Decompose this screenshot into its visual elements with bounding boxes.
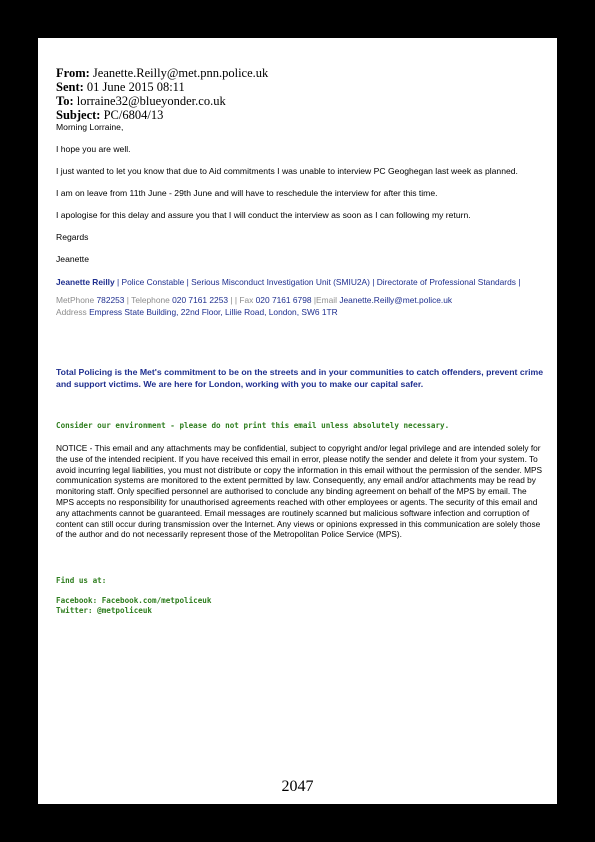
sent-label: Sent:	[56, 80, 84, 94]
fax-value: 020 7161 6798	[255, 295, 312, 305]
facebook-link[interactable]: Facebook: Facebook.com/metpoliceuk	[56, 596, 212, 606]
to-value: lorraine32@blueyonder.co.uk	[76, 94, 226, 108]
legal-notice: NOTICE - This email and any attachments may be confidential, subject to copyright and/or legal privilege and are intended solely for the use of the intended recipient. If you have received this email in error, please notify the sender and delete it from your system. To avoid incurring legal liabilities, you must not distribute or copy the information in this email without the permission of the sender. MPS communication systems are monitored to the extent permitted by law. Consequently, any email and/or attachments may be read by monitoring staff. Only specified personnel are authorised to conclude any binding agreement on behalf of the MPS by email. The MPS accepts no responsibility for unauthorised agreements reached with other employees or agents. The security of this email and any attachments cannot be guaranteed. Email messages are routinely scanned but malicious software infection and corruption of content can still occur during transmission over the Internet. Any views or opinions expressed in this communication are solely those of the author and do not necessarily represent those of the Metropolitan Police Service (MPS).	[56, 443, 543, 540]
subject-line	[56, 108, 546, 122]
address-value: Empress State Building, 22nd Floor, Lillie Road, London, SW6 1TR	[89, 307, 338, 317]
paragraph-2: I just wanted to let you know that due to Aid commitments I was unable to interview PC Geoghegan last week as planned.	[56, 166, 518, 176]
email-signature	[56, 276, 546, 318]
subject-label: Subject:	[56, 108, 101, 122]
metphone-value: 782253	[94, 295, 125, 305]
twitter-link[interactable]: Twitter: @metpoliceuk	[56, 606, 153, 616]
from-value: Jeanette.Reilly@met.pnn.police.uk	[92, 66, 269, 80]
telephone-label: | Telephone	[124, 295, 173, 305]
signature-address	[56, 306, 546, 318]
email-body	[56, 122, 546, 265]
email-header	[56, 66, 546, 122]
document-page	[38, 38, 557, 804]
to-line	[56, 94, 546, 108]
paragraph-4: I apologise for this delay and assure you that I will conduct the interview as soon as I can following my return.	[56, 210, 471, 220]
email-value[interactable]: Jeanette.Reilly@met.police.uk	[339, 295, 453, 305]
fax-label: | | Fax	[228, 295, 256, 305]
metphone-label: MetPhone	[56, 295, 95, 305]
regards: Regards	[56, 232, 89, 242]
sent-value: 01 June 2015 08:11	[86, 80, 185, 94]
to-label: To:	[56, 94, 74, 108]
environment-notice: Consider our environment - please do not print this email unless absolutely necessary.	[56, 421, 450, 430]
email-content	[56, 66, 546, 616]
signature-role-text: | Police Constable | Serious Misconduct Investigation Unit (SMIU2A) | Directorate of Professional Standards |	[114, 277, 521, 287]
signature-role	[56, 276, 546, 288]
paragraph-3: I am on leave from 11th June - 29th June and will have to reschedule the interview for after this time.	[56, 188, 438, 198]
page-number: 2047	[281, 778, 314, 795]
from-line	[56, 66, 546, 80]
signature-name: Jeanette Reilly	[56, 277, 115, 287]
signature-contact	[56, 294, 546, 306]
subject-value: PC/6804/13	[103, 108, 164, 122]
find-us-label: Find us at:	[56, 576, 107, 586]
telephone-value: 020 7161 2253	[172, 295, 229, 305]
greeting: Morning Lorraine,	[56, 122, 124, 132]
address-label: Address	[56, 307, 90, 317]
from-label: From:	[56, 66, 90, 80]
email-label: |Email	[311, 295, 340, 305]
social-links	[56, 596, 546, 616]
total-policing-tagline: Total Policing is the Met's commitment to be on the streets and in your communities to catch offenders, prevent crime and support victims. We are here for London, working with you to make our capital safer.	[56, 367, 544, 389]
sent-line	[56, 80, 546, 94]
sender-name: Jeanette	[56, 254, 89, 264]
paragraph-1: I hope you are well.	[56, 144, 131, 154]
